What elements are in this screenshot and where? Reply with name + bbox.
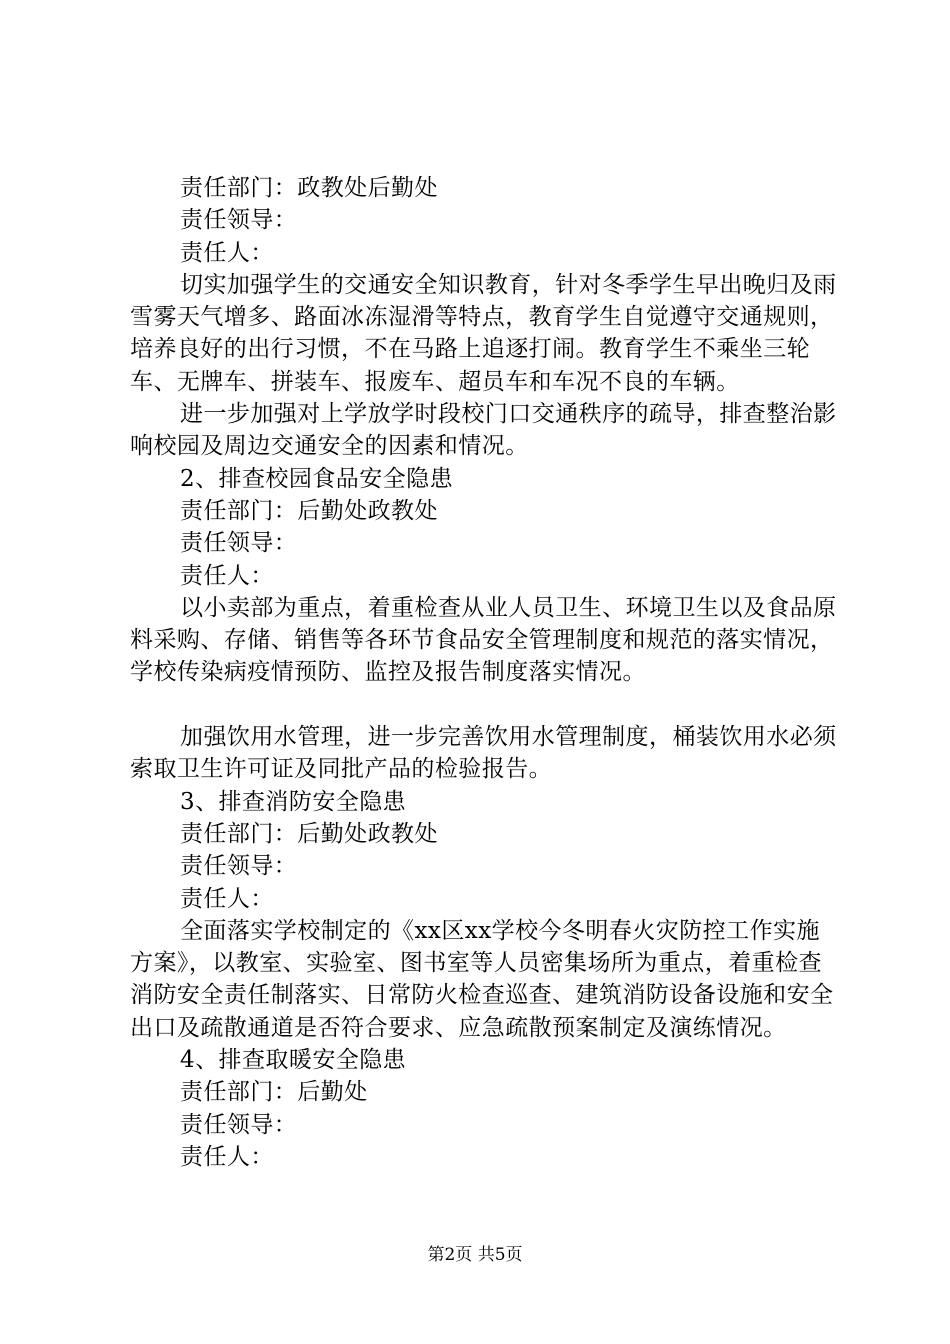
paragraph-fire-prevention: 全面落实学校制定的《xx区xx学校今冬明春火灾防控工作实施方案》，以教室、实验室、图书室等人员密集场所为重点，着重检查消防安全责任制落实、日常防火检查巡查、建筑消防设备设施和安全出口及疏散通道是否符合要求、应急疏散预案制定及演练情况。 — [130, 917, 834, 1041]
page-number-footer: 第2页 共5页 — [427, 1245, 523, 1265]
responsible-department: 责任部门：后勤处 — [180, 1079, 368, 1106]
responsible-leader: 责任领导： — [180, 530, 298, 557]
section-heading-food-safety: 2、排查校园食品安全隐患 — [180, 465, 454, 492]
paragraph-food-inspection: 以小卖部为重点，着重检查从业人员卫生、环境卫生以及食品原料采购、存储、销售等各环节食品安全管理制度和规范的落实情况，学校传染病疫情预防、监控及报告制度落实情况。 — [130, 594, 837, 686]
responsible-department: 责任部门：后勤处政教处 — [180, 497, 438, 524]
responsible-person: 责任人： — [180, 885, 274, 912]
section-heading-fire-safety: 3、排查消防安全隐患 — [180, 788, 407, 815]
responsible-department: 责任部门：政教处后勤处 — [180, 175, 438, 201]
responsible-leader: 责任领导： — [180, 1111, 298, 1138]
responsible-person: 责任人： — [180, 239, 274, 266]
responsible-person: 责任人： — [180, 1143, 274, 1170]
responsible-department: 责任部门：后勤处政教处 — [180, 820, 438, 847]
paragraph-traffic-order: 进一步加强对上学放学时段校门口交通秩序的疏导，排查整治影响校园及周边交通安全的因素和情况。 — [130, 401, 837, 460]
responsible-person: 责任人： — [180, 562, 274, 589]
section-heading-heating-safety: 4、排查取暖安全隐患 — [180, 1047, 407, 1074]
paragraph-traffic-education: 切实加强学生的交通安全知识教育，针对冬季学生早出晚归及雨雪雾天气增多、路面冰冻湿滑等特点，教育学生自觉遵守交通规则，培养良好的出行习惯，不在马路上追逐打闹。教育学生不乘坐三轮车、无牌车、拼装车、报废车、超员车和车况不良的车辆。 — [130, 271, 837, 395]
document-body — [130, 172, 840, 1173]
paragraph-drinking-water: 加强饮用水管理，进一步完善饮用水管理制度，桶装饮用水必须索取卫生许可证及同批产品的检验报告。 — [130, 724, 837, 783]
responsible-leader: 责任领导： — [180, 207, 298, 234]
responsible-leader: 责任领导： — [180, 853, 298, 880]
